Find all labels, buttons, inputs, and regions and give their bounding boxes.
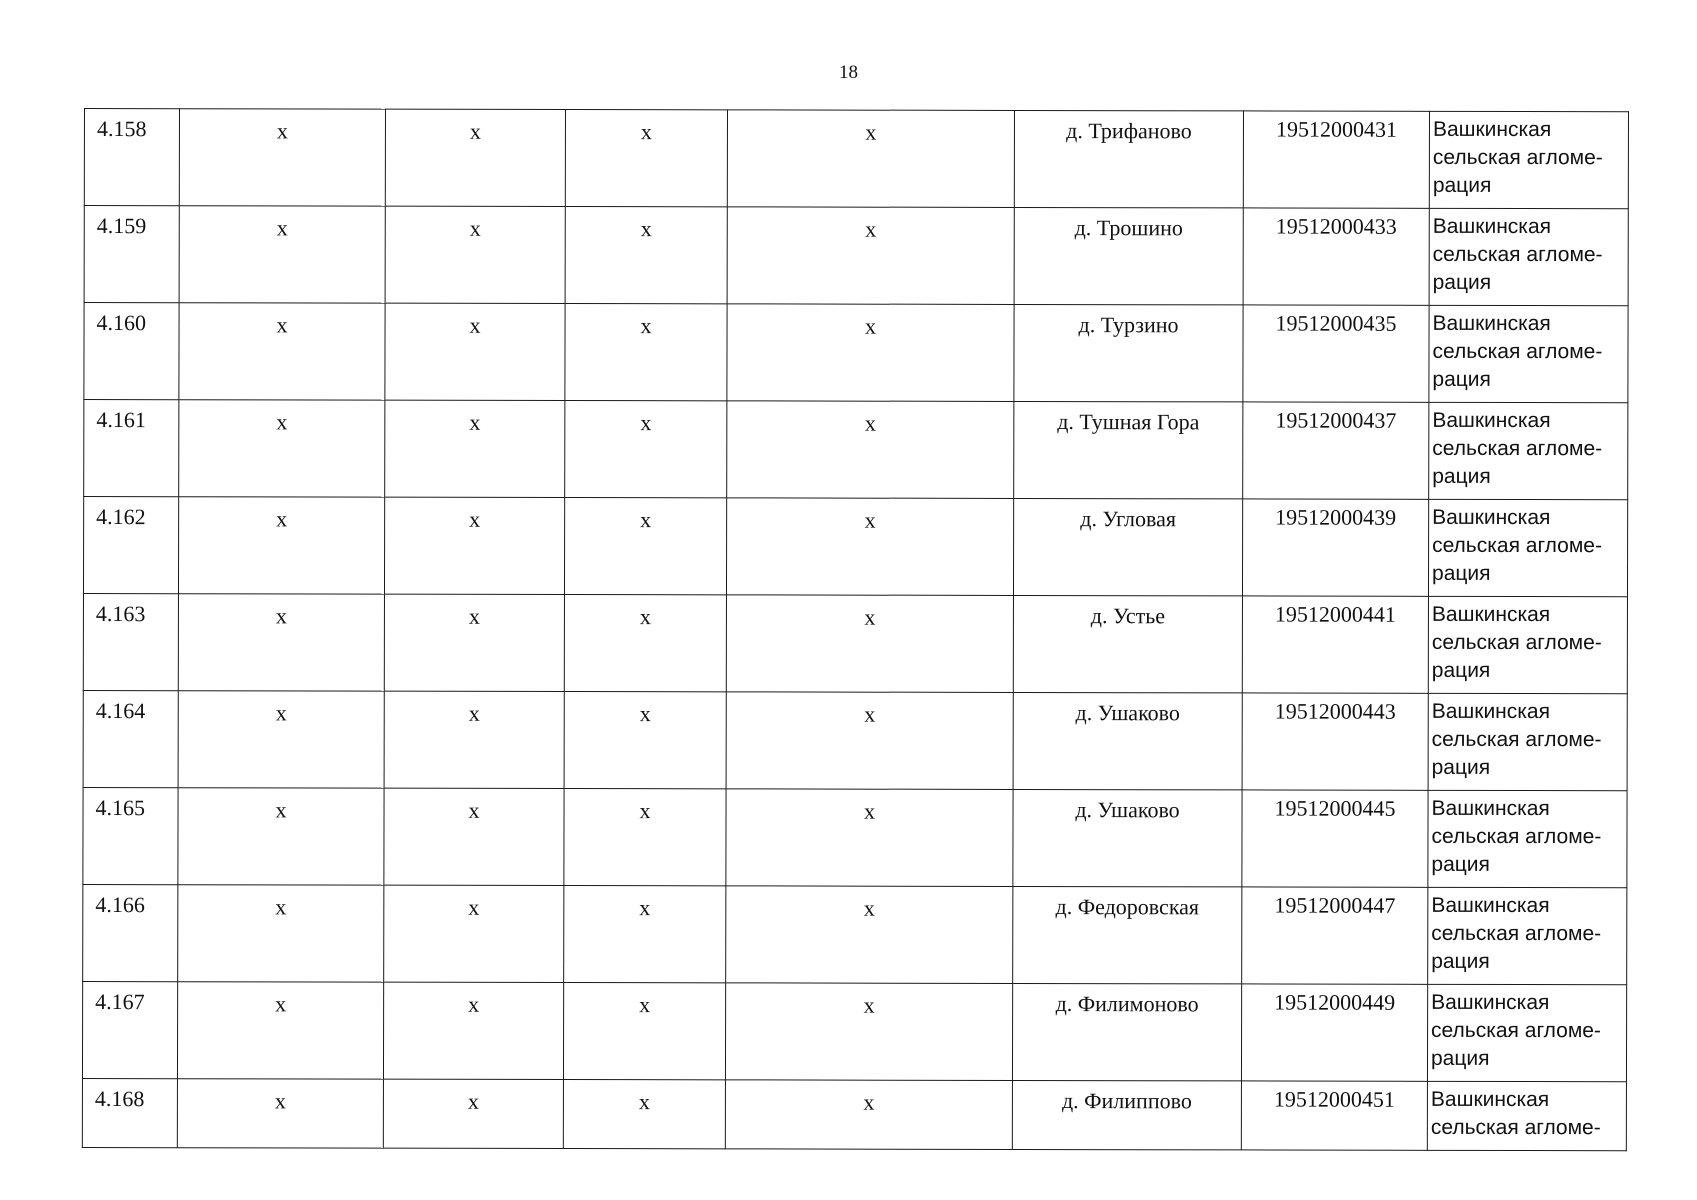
settlement-name-cell: д. Турзино (1014, 304, 1243, 401)
cell-x: х (565, 401, 727, 498)
cell-x: х (179, 109, 385, 206)
agglomeration-cell: Вашкинская сельская агломе-рация (1428, 693, 1627, 790)
page-number: 18 (839, 62, 858, 83)
cell-x: х (727, 207, 1014, 305)
cell-x: х (726, 498, 1013, 596)
cell-x: х (384, 691, 564, 788)
row-number-cell: 4.165 (83, 787, 178, 884)
oktmo-code-cell: 19512000433 (1243, 208, 1429, 305)
cell-x: х (726, 692, 1013, 790)
cell-x: х (178, 788, 384, 885)
table-row (82, 1078, 1626, 1150)
agglomeration-cell: Вашкинская сельская агломе- (1427, 1081, 1626, 1150)
settlement-name-cell: д. Ушаково (1013, 789, 1242, 886)
row-number-cell: 4.164 (83, 690, 178, 787)
settlement-name-cell: д. Устье (1013, 595, 1242, 692)
cell-x: х (179, 400, 385, 497)
cell-x: х (726, 595, 1013, 693)
agglomeration-cell: Вашкинская сельская агломе-рация (1428, 499, 1627, 596)
cell-x: х (179, 303, 385, 400)
settlement-name-cell: д. Филимоново (1012, 983, 1241, 1080)
table-row (84, 303, 1628, 403)
oktmo-code-cell: 19512000449 (1241, 984, 1427, 1081)
cell-x: х (727, 304, 1014, 402)
cell-x: х (564, 886, 726, 983)
oktmo-code-cell: 19512000451 (1241, 1081, 1427, 1150)
cell-x: х (384, 497, 564, 594)
agglomeration-cell: Вашкинская сельская агломе-рация (1428, 887, 1627, 984)
cell-x: х (725, 983, 1012, 1081)
cell-x: х (564, 692, 726, 789)
cell-x: х (565, 110, 727, 207)
table-row (83, 594, 1627, 694)
cell-x: х (385, 109, 565, 206)
cell-x: х (726, 789, 1013, 887)
cell-x: х (384, 885, 564, 982)
oktmo-code-cell: 19512000443 (1242, 693, 1428, 790)
table-row (83, 787, 1627, 887)
cell-x: х (564, 789, 726, 886)
cell-x: х (563, 1080, 725, 1149)
row-number-cell: 4.162 (83, 497, 178, 594)
settlement-name-cell: д. Ушаково (1013, 692, 1242, 789)
cell-x: х (385, 400, 565, 497)
table-row (83, 884, 1627, 984)
table-row (84, 109, 1628, 209)
settlement-name-cell: д. Угловая (1013, 498, 1242, 595)
settlement-name-cell: д. Тушная Гора (1014, 401, 1243, 498)
agglomeration-cell: Вашкинская сельская агломе-рация (1429, 208, 1628, 305)
cell-x: х (727, 401, 1014, 499)
oktmo-code-cell: 19512000431 (1243, 111, 1429, 208)
cell-x: х (563, 983, 725, 1080)
table-row (84, 400, 1628, 500)
settlement-name-cell: д. Трошино (1014, 207, 1243, 304)
cell-x: х (178, 691, 384, 788)
agglomeration-cell: Вашкинская сельская агломе-рация (1427, 984, 1626, 1081)
row-number-cell: 4.167 (82, 981, 177, 1078)
oktmo-code-cell: 19512000437 (1243, 402, 1429, 499)
row-number-cell: 4.166 (83, 884, 178, 981)
cell-x: х (178, 594, 384, 691)
row-number-cell: 4.159 (84, 206, 179, 303)
oktmo-code-cell: 19512000445 (1242, 790, 1428, 887)
cell-x: х (383, 982, 563, 1079)
table-row (83, 690, 1627, 790)
oktmo-code-cell: 19512000435 (1243, 305, 1429, 402)
cell-x: х (385, 206, 565, 303)
cell-x: х (177, 1079, 383, 1148)
cell-x: х (384, 788, 564, 885)
settlement-name-cell: д. Федоровская (1013, 886, 1242, 983)
table-row (82, 981, 1626, 1081)
cell-x: х (383, 1079, 563, 1148)
cell-x: х (177, 982, 383, 1079)
cell-x: х (564, 498, 726, 595)
settlement-name-cell: д. Филиппово (1012, 1080, 1241, 1149)
cell-x: х (565, 207, 727, 304)
oktmo-code-cell: 19512000447 (1242, 887, 1428, 984)
settlement-name-cell: д. Трифаново (1014, 110, 1243, 207)
agglomeration-cell: Вашкинская сельская агломе-рация (1428, 596, 1627, 693)
cell-x: х (727, 110, 1014, 208)
cell-x: х (564, 595, 726, 692)
cell-x: х (178, 497, 384, 594)
row-number-cell: 4.168 (82, 1078, 177, 1147)
cell-x: х (179, 206, 385, 303)
cell-x: х (384, 594, 564, 691)
row-number-cell: 4.160 (84, 303, 179, 400)
oktmo-code-cell: 19512000439 (1242, 499, 1428, 596)
agglomeration-cell: Вашкинская сельская агломе-рация (1429, 402, 1628, 499)
settlements-table (82, 108, 1629, 1151)
table-row (84, 206, 1628, 306)
cell-x: х (725, 1080, 1012, 1150)
cell-x: х (726, 886, 1013, 984)
table-row (83, 497, 1627, 597)
row-number-cell: 4.158 (84, 109, 179, 206)
cell-x: х (565, 304, 727, 401)
cell-x: х (178, 885, 384, 982)
row-number-cell: 4.161 (84, 400, 179, 497)
agglomeration-cell: Вашкинская сельская агломе-рация (1428, 790, 1627, 887)
agglomeration-cell: Вашкинская сельская агломе-рация (1429, 111, 1628, 208)
agglomeration-cell: Вашкинская сельская агломе-рация (1429, 305, 1628, 402)
row-number-cell: 4.163 (83, 594, 178, 691)
oktmo-code-cell: 19512000441 (1242, 596, 1428, 693)
cell-x: х (385, 303, 565, 400)
